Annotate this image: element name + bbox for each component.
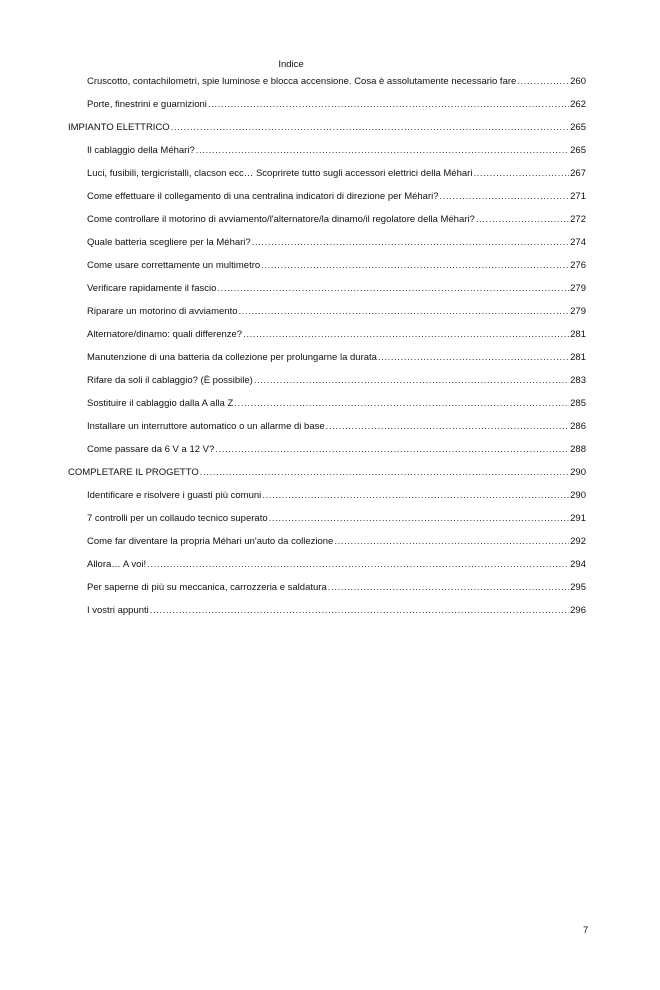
dot-leader (262, 490, 569, 502)
toc-entry-title: I vostri appunti (87, 605, 149, 616)
dot-leader (326, 421, 570, 433)
toc-entry (87, 191, 586, 203)
toc-entry-page: 291 (570, 513, 586, 524)
dot-leader (334, 536, 569, 548)
dot-leader (473, 168, 569, 180)
toc-entry-page: 272 (570, 214, 586, 225)
toc-entry (87, 260, 586, 272)
toc-entry-title: Come far diventare la propria Méhari un'auto da collezione (87, 536, 334, 547)
dot-leader (234, 398, 569, 410)
dot-leader (252, 237, 569, 249)
dot-leader (147, 559, 569, 571)
toc-entry-title: Riparare un motorino di avviamento (87, 306, 238, 317)
toc-entry (87, 237, 586, 249)
toc-entry (87, 421, 586, 433)
toc-entry-page: 279 (570, 283, 586, 294)
toc-entry-title: Alternatore/dinamo: quali differenze? (87, 329, 243, 340)
dot-leader (517, 76, 569, 88)
toc-entry (87, 375, 586, 387)
toc-entry-title: Come controllare il motorino di avviamento/l'alternatore/la dinamo/il regolatore della Méhari? (87, 214, 475, 225)
toc-entry-page: 274 (570, 237, 586, 248)
toc-entry-title: Come passare da 6 V a 12 V? (87, 444, 215, 455)
toc-entry-page: 295 (570, 582, 586, 593)
toc-entry (87, 214, 586, 226)
toc-entry-page: 292 (570, 536, 586, 547)
toc-entry (87, 444, 586, 456)
toc-entry-page: 276 (570, 260, 586, 271)
dot-leader (261, 260, 569, 272)
toc-entry (87, 306, 586, 318)
toc-entry (87, 76, 586, 88)
dot-leader (217, 283, 569, 295)
toc-entry-page: 262 (570, 99, 586, 110)
dot-leader (215, 444, 569, 456)
toc-entry-page: 286 (570, 421, 586, 432)
toc-entry-title: Il cablaggio della Méhari? (87, 145, 195, 156)
toc-entry-title: Sostituire il cablaggio dalla A alla Z (87, 398, 234, 409)
toc-entry-page: 296 (570, 605, 586, 616)
toc-entry-page: 283 (570, 375, 586, 386)
toc-entry (87, 513, 586, 525)
toc-entry-title: Porte, finestrini e guarnizioni (87, 99, 207, 110)
toc-entry-page: 279 (570, 306, 586, 317)
dot-leader (208, 99, 569, 111)
toc-entry-page: 294 (570, 559, 586, 570)
dot-leader (476, 214, 569, 226)
toc-entry-page: 265 (570, 145, 586, 156)
toc-entry-page: 290 (570, 490, 586, 501)
page-number: 7 (583, 925, 589, 936)
dot-leader (150, 605, 569, 617)
toc-entry (87, 490, 586, 502)
toc-entry (87, 168, 586, 180)
toc-entry-title: Manutenzione di una batteria da collezione per prolungarne la durata (87, 352, 377, 363)
toc-entry-title: Per saperne di più su meccanica, carrozzeria e saldatura (87, 582, 327, 593)
dot-leader (243, 329, 569, 341)
toc-entry-page: 290 (570, 467, 586, 478)
dot-leader (254, 375, 569, 387)
toc-entry-page: 288 (570, 444, 586, 455)
dot-leader (171, 122, 569, 134)
toc-entry (87, 605, 586, 617)
toc-entry-title: Come effettuare il collegamento di una centralina indicatori di direzione per Méhari? (87, 191, 439, 202)
toc-entry (87, 352, 586, 364)
dot-leader (239, 306, 570, 318)
toc-entry (87, 99, 586, 111)
toc-entry (87, 398, 586, 410)
toc-entry-title: Identificare e risolvere i guasti più comuni (87, 490, 262, 501)
dot-leader (200, 467, 569, 479)
toc-entry-page: 271 (570, 191, 586, 202)
toc-entry-title: 7 controlli per un collaudo tecnico superato (87, 513, 268, 524)
toc-entry (87, 536, 586, 548)
toc-entry (87, 145, 586, 157)
toc-entry-title: Verificare rapidamente il fascio (87, 283, 217, 294)
dot-leader (378, 352, 569, 364)
toc-entry-title: Installare un interruttore automatico o un allarme di base (87, 421, 325, 432)
toc-entry-page: 285 (570, 398, 586, 409)
toc-entry-title: COMPLETARE IL PROGETTO (68, 467, 199, 478)
toc-entry (87, 582, 586, 594)
dot-leader (440, 191, 570, 203)
toc-entry-page: 267 (570, 168, 586, 179)
toc-entry-title: Cruscotto, contachilometri, spie luminose e blocca accensione. Cosa è assolutamente necessario fare (87, 76, 517, 87)
toc-entry-title: Luci, fusibili, tergicristalli, clacson ecc… Scoprirete tutto sugli accessori elettrici della Méhari (87, 168, 473, 179)
toc-entry-title: Rifare da soli il cablaggio? (È possibile) (87, 375, 253, 386)
toc-entry-title: IMPIANTO ELETTRICO (68, 122, 170, 133)
toc-entry-title: Come usare correttamente un multimetro (87, 260, 261, 271)
toc-section-heading (68, 467, 586, 479)
toc-entry (87, 559, 586, 571)
toc-section-heading (68, 122, 586, 134)
dot-leader (269, 513, 570, 525)
toc-entry-title: Quale batteria scegliere per la Méhari? (87, 237, 251, 248)
dot-leader (196, 145, 569, 157)
toc-entry-page: 281 (570, 352, 586, 363)
toc-entry (87, 329, 586, 341)
toc-entry-page: 260 (570, 76, 586, 87)
toc-entry-page: 265 (570, 122, 586, 133)
dot-leader (328, 582, 569, 594)
toc-entry-title: Allora… A voi! (87, 559, 147, 570)
toc-entry-page: 281 (570, 329, 586, 340)
page-header: Indice (278, 59, 304, 70)
toc-entry (87, 283, 586, 295)
